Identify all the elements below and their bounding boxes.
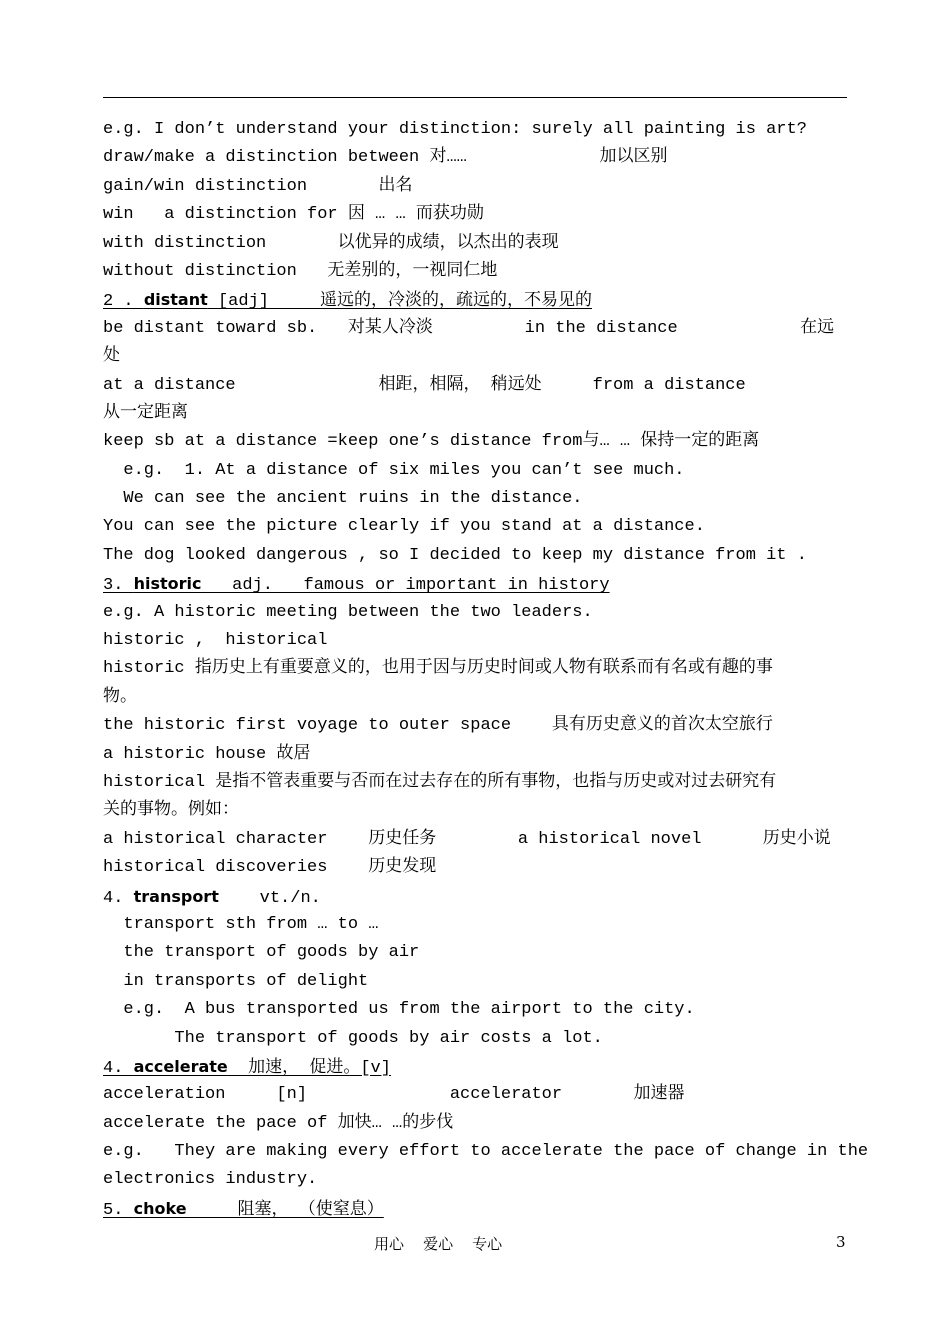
text-line: e.g. A historic meeting between the two leaders. [103, 602, 593, 622]
entry-number: 2 . [103, 292, 144, 312]
text-line: e.g. I don’t understand your distinction: surely all painting is art? [103, 120, 807, 139]
entry-definition: adj. famous or important in history [201, 576, 610, 596]
entry-definition: vt./n. [218, 888, 321, 908]
text-line: gain/win distinction 出名 [103, 176, 413, 196]
text-line: e.g. 1. At a distance of six miles you can’t see much. [103, 460, 685, 480]
text-line: historical discoveries 历史发现 [103, 858, 437, 878]
entry-heading [103, 883, 847, 911]
text-line: acceleration [n] accelerator 加速器 [103, 1085, 685, 1105]
text-line: a historic house 故居 [103, 744, 311, 764]
entry-number: 3. [103, 576, 134, 596]
entry-keyword: distant [143, 290, 208, 310]
entry-keyword: historic [133, 574, 202, 594]
text-line: transport sth from … to … [103, 914, 379, 934]
text-line: historic 指历史上有重要意义的，也用于因与历史时间或人物有联系而有名或有趣的事 [103, 659, 773, 679]
entry-keyword: accelerate [133, 1056, 228, 1076]
entry-heading [103, 1195, 847, 1223]
text-line: accelerate the pace of 加快… …的步伐 [103, 1113, 454, 1133]
footer-motto: 用心 爱心 专心 [374, 1235, 503, 1253]
entry-number: 4. [103, 1058, 134, 1078]
entry-definition: 阻塞， （使窒息） [186, 1200, 384, 1220]
text-line: at a distance 相距，相隔， 稍远处 from a distance [103, 375, 746, 395]
text-line: historical 是指不管表重要与否而在过去存在的所有事物，也指与历史或对过去研究有 [103, 772, 777, 792]
text-line: 从一定距离 [103, 403, 188, 423]
text-line: the transport of goods by air [103, 943, 420, 963]
entry-heading [103, 286, 847, 314]
entry-definition: 加速， 促进。[v] [227, 1058, 391, 1078]
text-line: We can see the ancient ruins in the distance. [103, 489, 583, 509]
text-line: keep sb at a distance =keep one’s distance from与… … 保持一定的距离 [103, 432, 760, 452]
page-number: 3 [836, 1233, 846, 1251]
text-line: historic , historical [103, 631, 328, 651]
text-line: with distinction 以优异的成绩，以杰出的表现 [103, 233, 559, 253]
entry-heading [103, 1053, 847, 1081]
page-footer [0, 1233, 950, 1255]
entry-definition: [adj] 遥远的，冷淡的，疏远的，不易见的 [207, 292, 592, 312]
text-line: in transports of delight [103, 971, 369, 991]
text-line: e.g. They are making every effort to accelerate the pace of change in the [103, 1142, 869, 1162]
text-line: a historical character 历史任务 a historical novel 历史小说 [103, 829, 831, 849]
entry-keyword: transport [133, 886, 219, 906]
text-line: e.g. A bus transported us from the airport to the city. [103, 1000, 695, 1020]
entry-number: 4. [103, 888, 134, 908]
text-line: The transport of goods by air costs a lot. [103, 1028, 603, 1048]
text-line: the historic first voyage to outer space 具有历史意义的首次太空旅行 [103, 716, 773, 736]
entry-number: 5. [103, 1200, 134, 1220]
text-line: electronics industry. [103, 1170, 318, 1190]
text-line: The dog looked dangerous , so I decided to keep my distance from it . [103, 545, 807, 565]
text-line: 物。 [103, 687, 137, 707]
entry-heading [103, 570, 847, 598]
text-line: 关的事物。例如： [103, 801, 239, 821]
text-line: 处 [103, 347, 120, 367]
header-rule [103, 97, 847, 98]
text-line: draw/make a distinction between 对…… 加以区别 [103, 148, 668, 168]
text-line: without distinction 无差别的，一视同仁地 [103, 261, 498, 281]
text-line: You can see the picture clearly if you stand at a distance. [103, 517, 705, 537]
entry-keyword: choke [133, 1198, 187, 1218]
document-body [103, 116, 869, 1223]
text-line: win a distinction for 因 … … 而获功勋 [103, 205, 484, 225]
text-line: be distant toward sb. 对某人冷淡 in the distance 在远 [103, 318, 835, 338]
